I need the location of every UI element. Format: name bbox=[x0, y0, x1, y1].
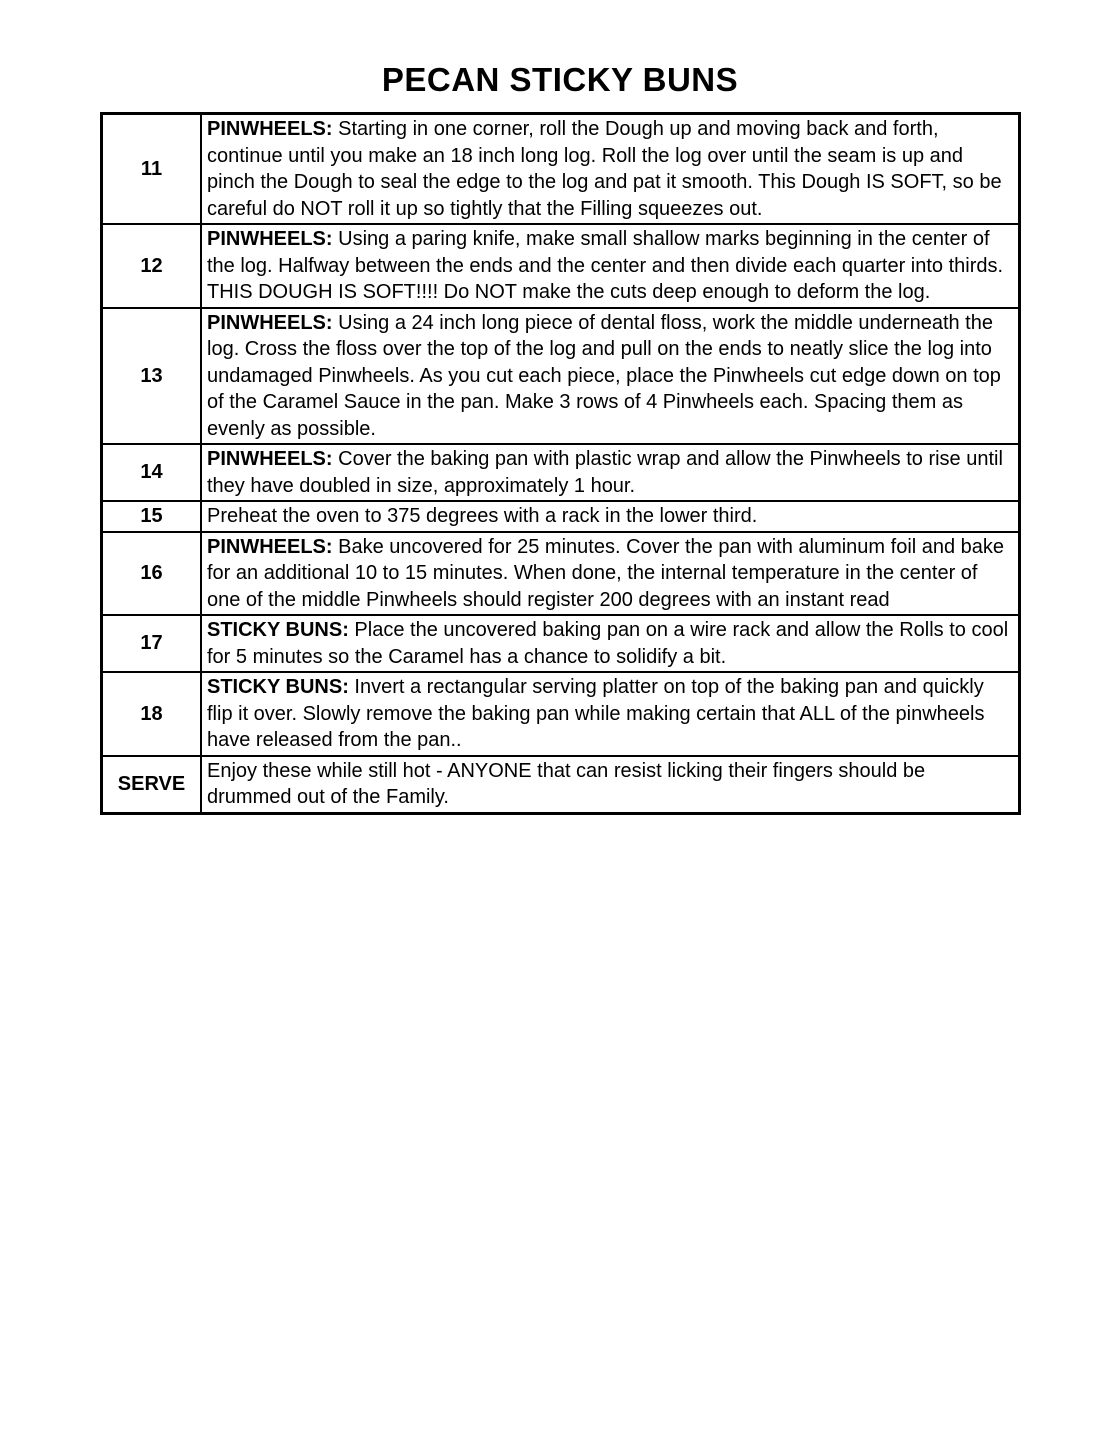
page-title: PECAN STICKY BUNS bbox=[381, 61, 739, 98]
step-instruction bbox=[201, 308, 1020, 445]
step-text: Bake uncovered for 25 minutes. Cover the pan with aluminum foil and bake for an additional 10 to 15 minutes. When done, the internal temperature in the center of one of the middle Pinwheels should register 200 degrees with an instant read bbox=[207, 535, 1005, 611]
step-text: Invert a rectangular serving platter on top of the baking pan and quickly flip it over. Slowly remove the baking pan while making certain that ALL of the pinwheels have released from the pan.. bbox=[207, 676, 985, 752]
step-text: Cover the baking pan with plastic wrap and allow the Pinwheels to rise until they have doubled in size, approximately 1 hour. bbox=[207, 448, 1003, 497]
recipe-steps-table bbox=[100, 112, 1021, 815]
step-text: Enjoy these while still hot - ANYONE that can resist licking their fingers should be drummed out of the Family. bbox=[207, 759, 926, 809]
step-instruction bbox=[201, 114, 1020, 225]
step-instruction bbox=[201, 444, 1020, 501]
step-instruction bbox=[201, 532, 1020, 616]
table-row bbox=[102, 444, 1020, 501]
table-row bbox=[102, 756, 1020, 814]
table-row bbox=[102, 672, 1020, 756]
step-number: 18 bbox=[102, 672, 202, 756]
table-row bbox=[102, 224, 1020, 308]
step-instruction bbox=[201, 756, 1020, 814]
step-prefix: STICKY BUNS: bbox=[207, 619, 355, 642]
step-instruction bbox=[201, 224, 1020, 308]
table-row bbox=[102, 501, 1020, 532]
step-prefix: PINWHEELS: bbox=[207, 228, 339, 251]
step-text: Preheat the oven to 375 degrees with a rack in the lower third. bbox=[207, 505, 758, 528]
step-text: Place the uncovered baking pan on a wire rack and allow the Rolls to cool for 5 minutes so the Caramel has a chance to solidify a bit. bbox=[207, 619, 1009, 668]
step-prefix: PINWHEELS: bbox=[207, 448, 339, 471]
step-text: Using a paring knife, make small shallow marks beginning in the center of the log. Halfway between the ends and the center and then divide each quarter into thirds. THIS DOUGH IS SOFT!!!! Do NOT make the cuts deep enough to deform the log. bbox=[207, 228, 1004, 304]
step-number: 14 bbox=[102, 444, 202, 501]
table-row bbox=[102, 308, 1020, 445]
step-text: Using a 24 inch long piece of dental floss, work the middle underneath the log. Cross the floss over the top of the log and pull on the ends to neatly slice the log into undamaged Pinwheels. As you cut each piece, place the Pinwheels cut edge down on top of the Caramel Sauce in the pan. Make 3 rows of 4 Pinwheels each. Spacing them as evenly as possible. bbox=[207, 311, 1001, 440]
step-prefix: PINWHEELS: bbox=[207, 311, 339, 334]
step-number: 17 bbox=[102, 615, 202, 672]
step-prefix: PINWHEELS: bbox=[207, 535, 339, 558]
step-number: 13 bbox=[102, 308, 202, 445]
step-number: SERVE bbox=[102, 756, 202, 814]
step-number: 11 bbox=[102, 114, 202, 225]
step-number: 12 bbox=[102, 224, 202, 308]
step-prefix: PINWHEELS: bbox=[207, 118, 339, 141]
step-instruction bbox=[201, 615, 1020, 672]
step-instruction bbox=[201, 501, 1020, 532]
step-prefix: STICKY BUNS: bbox=[207, 676, 355, 699]
table-row bbox=[102, 615, 1020, 672]
table-row bbox=[102, 114, 1020, 225]
step-instruction bbox=[201, 672, 1020, 756]
step-text: Starting in one corner, roll the Dough up and moving back and forth, continue until you make an 18 inch long log. Roll the log over until the seam is up and pinch the Dough to seal the edge to the log and pat it smooth. This Dough IS SOFT, so be careful do NOT roll it up so tightly that the Filling squeezes out. bbox=[207, 118, 1002, 220]
table-row bbox=[102, 532, 1020, 616]
step-number: 15 bbox=[102, 501, 202, 532]
step-number: 16 bbox=[102, 532, 202, 616]
